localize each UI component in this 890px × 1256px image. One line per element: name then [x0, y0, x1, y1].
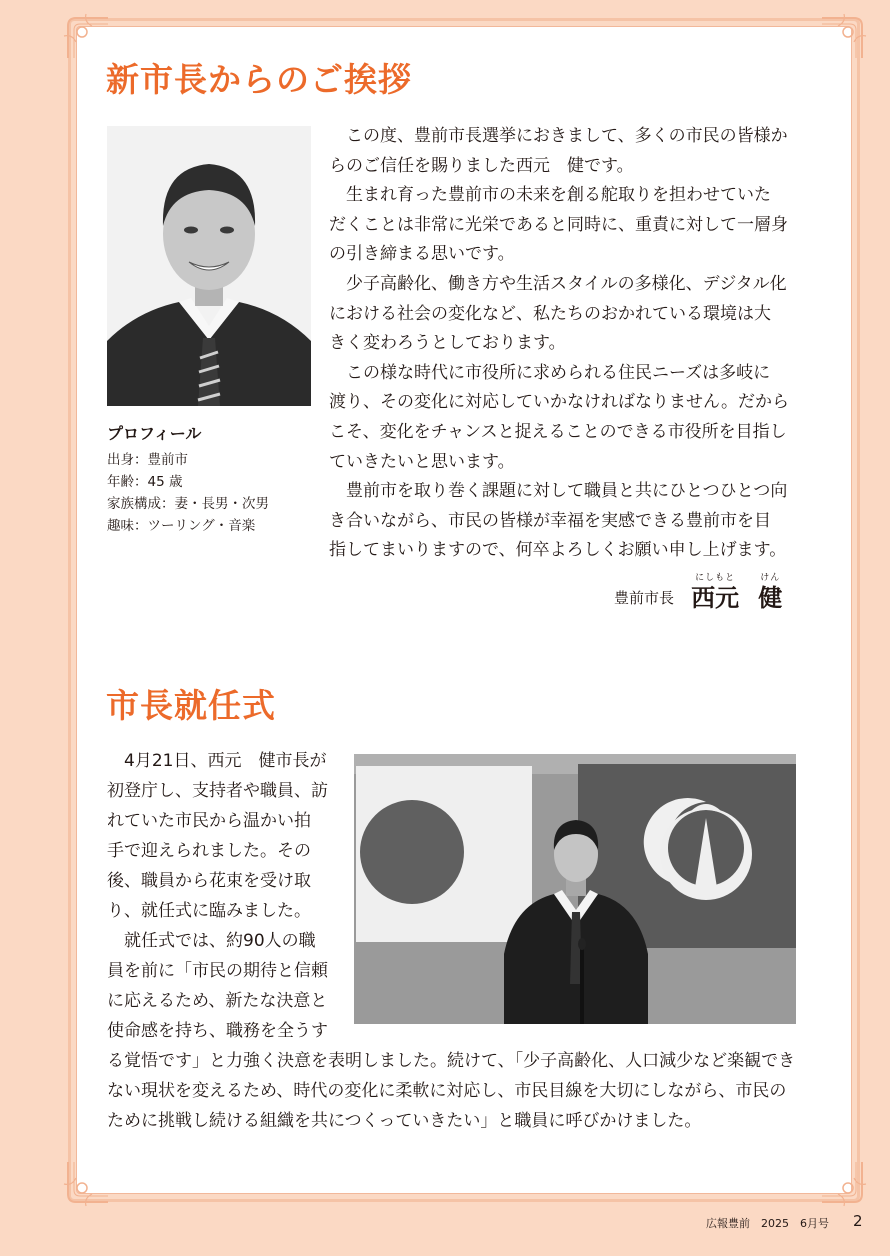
- profile-item-family: 家族構成：妻・長男・次男: [107, 496, 269, 512]
- text-line: ない現状を変えるため、時代の変化に柔軟に対応し、市民目線を大切にしながら、市民の: [107, 1081, 787, 1101]
- signature-given-name: [758, 572, 782, 612]
- greeting-paragraph: [329, 477, 809, 566]
- mayor-portrait: [107, 126, 311, 406]
- text-line: 生まれ育った豊前市の未来を創る舵取りを担わせていた: [346, 185, 771, 206]
- signature-title: 豊前市長: [614, 589, 675, 607]
- ornament-corner: [820, 1160, 868, 1208]
- signature: [614, 572, 796, 612]
- text-line: らのご信任を賜りました西元 健です。: [329, 155, 634, 176]
- text-line: きく変わろうとしております。: [329, 333, 566, 354]
- profile-list: [107, 449, 269, 537]
- greeting-paragraph: [329, 122, 809, 181]
- text-line: 少子高齢化、働き方や生活スタイルの多様化、デジタル化: [346, 273, 787, 294]
- text-line: 渡り、その変化に対応していかなければなりません。だから: [329, 392, 790, 413]
- greeting-paragraph: [329, 181, 809, 270]
- family-name: 西元: [691, 584, 740, 612]
- profile-item-age: 年齢：45 歳: [107, 474, 183, 490]
- text-line: れていた市民から温かい拍: [107, 811, 311, 831]
- page-number: 2: [853, 1212, 863, 1230]
- text-line: 初登庁し、支持者や職員、訪: [107, 781, 328, 801]
- greeting-paragraph: [329, 359, 809, 477]
- text-line: き合いながら、市民の皆様が幸福を実感できる豊前市を目: [329, 510, 771, 531]
- text-line: この度、豊前市長選挙におきまして、多くの市民の皆様か: [346, 126, 788, 146]
- text-line: の引き締まる思いです。: [329, 244, 515, 265]
- ceremony-text: [107, 746, 795, 1136]
- profile-item-hobbies: 趣味：ツーリング・音楽: [107, 518, 256, 534]
- greeting-text: [329, 122, 809, 566]
- text-line: ていきたいと思います。: [329, 451, 515, 472]
- text-line: こそ、変化をチャンスと捉えることのできる市役所を目指し: [329, 421, 787, 442]
- given-name-ruby: けん: [760, 573, 781, 583]
- ornament-corner: [820, 12, 868, 60]
- text-line: 使命感を持ち、職務を全うす: [107, 1021, 328, 1041]
- profile-item-birthplace: 出身：豊前市: [107, 452, 188, 468]
- text-line: 後、職員から花束を受け取: [107, 871, 311, 891]
- text-line: 指してまいりますので、何卒よろしくお願い申し上げます。: [329, 540, 787, 561]
- given-name: 健: [758, 584, 783, 612]
- greeting-heading: 新市長からのご挨拶: [106, 60, 412, 99]
- ornament-corner: [62, 12, 110, 60]
- profile-title: プロフィール: [107, 424, 202, 443]
- text-line: 豊前市を取り巻く課題に対して職員と共にひとつひとつ向: [346, 481, 788, 502]
- text-line: 4月21日、西元 健市長が: [124, 751, 327, 771]
- text-line: この様な時代に市役所に求められる住民ニーズは多岐に: [346, 362, 771, 383]
- text-line: だくことは非常に光栄であると同時に、重責に対して一層身: [329, 214, 788, 235]
- ceremony-heading: 市長就任式: [106, 686, 276, 725]
- signature-family-name: [691, 572, 739, 612]
- text-line: 員を前に「市民の期待と信頼: [107, 961, 328, 981]
- ornament-corner: [62, 1160, 110, 1208]
- footer-publication: 広報豊前 2025 6月号: [706, 1217, 829, 1230]
- text-line: 就任式では、約90人の職: [124, 931, 316, 951]
- text-line: ために挑戦し続ける組織を共につくっていきたい」と職員に呼びかけました。: [107, 1111, 702, 1131]
- text-line: る覚悟です」と力強く決意を表明しました。続けて、「少子高齢化、人口減少など楽観でき: [107, 1051, 796, 1071]
- greeting-paragraph: [329, 270, 809, 359]
- text-line: における社会の変化など、私たちのおかれている環境は大: [329, 303, 771, 324]
- text-line: り、就任式に臨みました。: [107, 901, 311, 921]
- text-line: 手で迎えられました。その: [107, 841, 311, 861]
- family-name-ruby: にしもと: [695, 573, 736, 583]
- text-line: に応えるため、新たな決意と: [107, 991, 328, 1011]
